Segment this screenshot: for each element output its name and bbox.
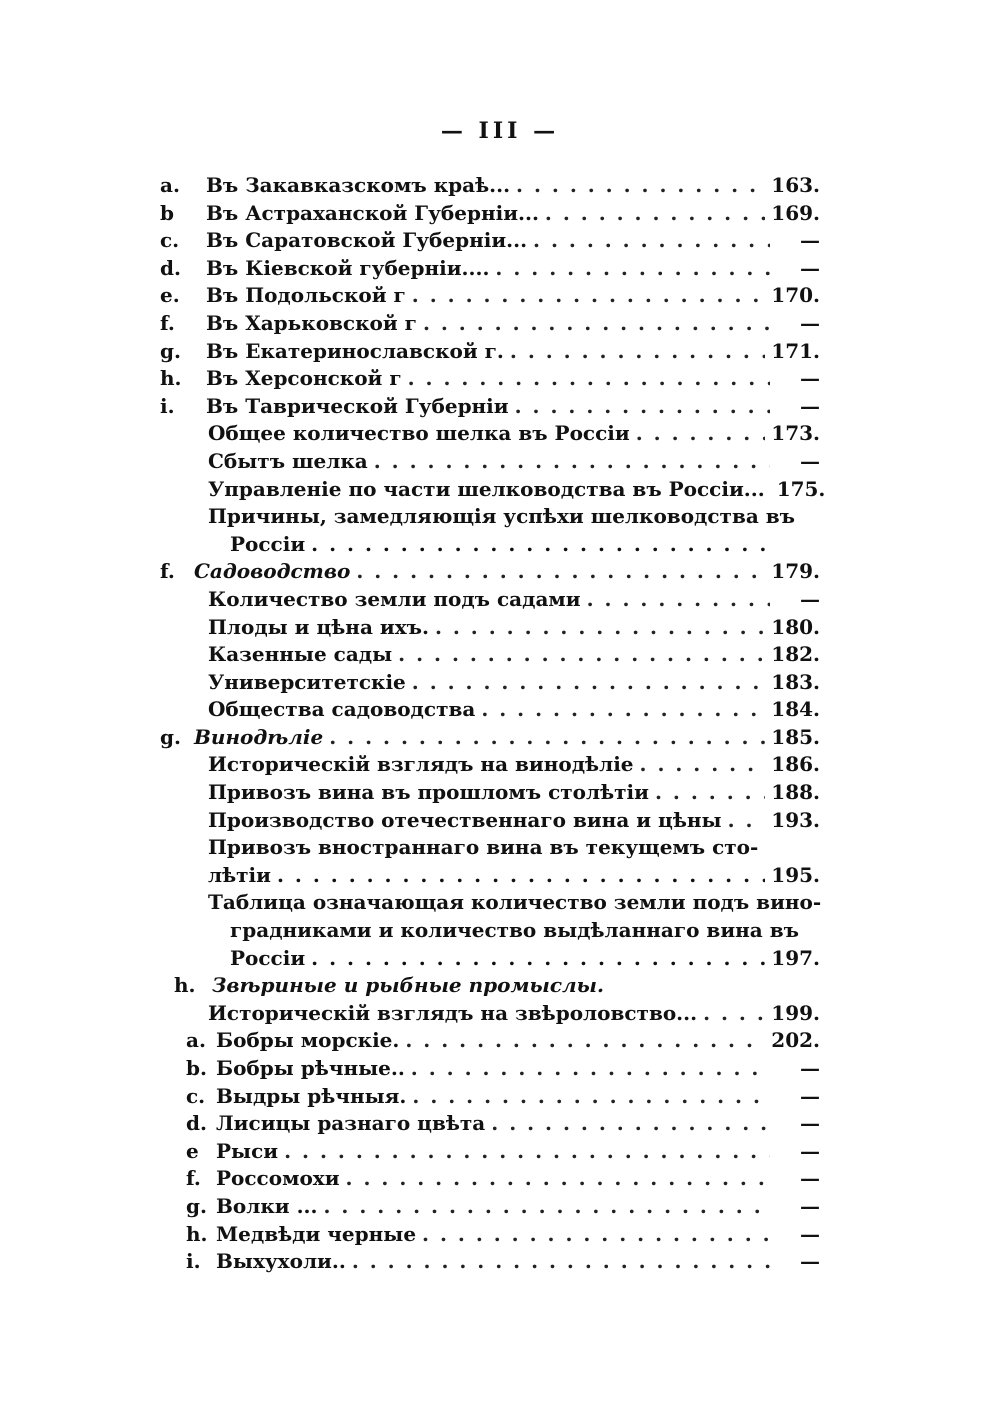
entry-page: 193. <box>771 807 820 832</box>
entry-title: Медвѣди черные <box>216 1221 417 1246</box>
entry-title: Волки ... <box>216 1193 318 1218</box>
dot-leader <box>481 696 765 724</box>
entry-page: 175. <box>776 476 826 501</box>
entry-title-line1: Причины, замедляющія успѣхи шелководства въ <box>208 504 796 529</box>
dot-leader <box>412 282 765 310</box>
entry-title: Лисицы разнаго цвѣта <box>216 1111 486 1136</box>
toc-section-heading[interactable] <box>160 972 820 1000</box>
dot-leader <box>515 393 770 421</box>
dot-leader <box>655 779 765 807</box>
dot-leader <box>435 614 765 642</box>
entry-page: — <box>800 586 820 611</box>
toc-entry[interactable] <box>160 448 820 476</box>
entry-marker: i. <box>186 1249 201 1274</box>
entry-title: Историческій взглядъ на звѣроловство... <box>208 1000 698 1025</box>
dot-leader <box>408 365 770 393</box>
dot-leader <box>323 1193 770 1221</box>
toc-entry[interactable] <box>160 1248 820 1276</box>
toc-entry[interactable] <box>160 200 820 228</box>
entry-title: Количество земли подъ садами <box>208 586 581 611</box>
dot-leader <box>412 1083 770 1111</box>
dot-leader <box>545 200 765 228</box>
toc-entry[interactable] <box>160 172 820 200</box>
entry-page: 163. <box>771 173 820 197</box>
dot-leader <box>516 172 765 200</box>
page-number-header: — III — <box>440 118 560 144</box>
entry-marker: f. <box>160 310 175 335</box>
entry-page: — <box>800 1249 820 1274</box>
entry-title: Въ Закавказскомъ краѣ... <box>206 173 511 197</box>
entry-title: Плоды и цѣна ихъ. <box>208 614 429 639</box>
entry-page: 171. <box>771 338 820 363</box>
entry-marker: a. <box>186 1028 206 1053</box>
toc-entry[interactable] <box>160 310 820 338</box>
table-of-contents <box>160 172 826 1276</box>
dot-leader <box>374 448 770 476</box>
entry-title: Управленіе по части шелководства въ Россіи... <box>208 476 765 501</box>
entry-page: 182. <box>771 642 820 667</box>
entry-page: 195. <box>771 862 820 887</box>
entry-marker: a. <box>160 173 180 197</box>
toc-entry[interactable] <box>160 1193 820 1221</box>
dot-leader <box>329 724 765 752</box>
entry-title: Въ Астраханской Губерніи... <box>206 200 539 225</box>
dot-leader <box>277 862 765 890</box>
dot-leader <box>412 669 766 697</box>
entry-marker: b. <box>186 1056 207 1080</box>
dot-leader <box>411 1055 770 1083</box>
toc-entry[interactable] <box>160 1027 820 1055</box>
entry-title: Общества садоводства <box>208 697 476 722</box>
toc-section-heading[interactable] <box>160 558 820 586</box>
entry-page: 199. <box>771 1000 820 1025</box>
entry-page: — <box>800 1111 820 1136</box>
entry-title: Въ Саратовской Губерніи... <box>206 228 528 253</box>
dot-leader <box>405 1027 765 1055</box>
entry-marker: d. <box>186 1111 207 1136</box>
dot-leader <box>703 1000 765 1028</box>
toc-entry[interactable] <box>160 255 820 283</box>
toc-entry[interactable] <box>160 641 820 669</box>
dot-leader <box>352 1248 770 1276</box>
dot-leader <box>356 558 765 586</box>
section-marker: h. <box>174 973 196 998</box>
toc-entry[interactable] <box>160 1000 820 1028</box>
entry-page: 170. <box>771 283 820 308</box>
entry-title-line1: Привозъ вностраннаго вина въ текущемъ сто- <box>208 835 759 860</box>
entry-title: Въ Подольской г <box>206 283 406 308</box>
entry-title: Выдры рѣчныя. <box>216 1083 407 1108</box>
entry-page: 173. <box>771 421 820 446</box>
toc-entry[interactable] <box>160 1110 820 1138</box>
toc-entry-multiline[interactable] <box>160 834 820 862</box>
toc-entry-continuation[interactable] <box>160 862 820 890</box>
toc-entry-continuation[interactable] <box>160 531 820 559</box>
entry-title: Производство отечественнаго вина и цѣны <box>208 807 722 832</box>
entry-page: — <box>800 1193 820 1218</box>
entry-page: 202. <box>771 1028 820 1053</box>
entry-page: — <box>800 1083 820 1108</box>
entry-title: Рыси <box>216 1138 279 1163</box>
entry-marker: f. <box>186 1166 201 1191</box>
dot-leader <box>311 945 765 973</box>
entry-title: Бобры рѣчные.. <box>216 1056 405 1080</box>
entry-marker: c. <box>160 228 180 253</box>
entry-page: — <box>800 228 820 253</box>
dot-leader <box>491 1110 770 1138</box>
entry-title: Въ Таврической Губерніи <box>206 393 509 418</box>
toc-entry[interactable] <box>160 420 820 448</box>
toc-entry[interactable] <box>160 227 820 255</box>
toc-entry[interactable] <box>160 1165 820 1193</box>
entry-title-line3: Россіи <box>230 945 306 970</box>
entry-marker: h. <box>160 366 182 391</box>
toc-entry[interactable] <box>160 1138 820 1166</box>
entry-page: 188. <box>771 780 820 805</box>
entry-page: — <box>800 255 820 280</box>
entry-title: Историческій взглядъ на винодѣліе <box>208 752 634 777</box>
entry-page: — <box>800 1221 820 1246</box>
toc-entry[interactable] <box>160 282 820 310</box>
dot-leader <box>728 807 766 835</box>
entry-title-line2: градниками и количество выдѣланнаго вина въ <box>230 918 799 943</box>
entry-marker: e. <box>160 283 180 308</box>
entry-page: 179. <box>771 559 820 584</box>
toc-entry[interactable] <box>160 1083 820 1111</box>
toc-section-heading[interactable] <box>160 724 820 752</box>
toc-entry[interactable] <box>160 751 820 779</box>
entry-title-line2: Россіи <box>230 531 306 556</box>
dot-leader <box>636 420 766 448</box>
dot-leader <box>640 751 766 779</box>
entry-title: Въ Херсонской г <box>206 366 402 391</box>
dot-leader <box>423 310 770 338</box>
entry-title: Сбытъ шелка <box>208 448 368 473</box>
toc-entry[interactable] <box>160 696 820 724</box>
toc-entry[interactable] <box>160 476 826 504</box>
entry-marker: d. <box>160 255 181 280</box>
dot-leader <box>533 227 770 255</box>
entry-page: 180. <box>771 614 820 639</box>
entry-marker: g. <box>186 1193 207 1218</box>
entry-marker: b <box>160 200 174 225</box>
entry-page: 184. <box>771 697 820 722</box>
dot-leader <box>311 531 770 559</box>
entry-title: Университетскіе <box>208 669 406 694</box>
dot-leader <box>510 338 765 366</box>
toc-entry[interactable] <box>160 1221 820 1249</box>
entry-title: Казенные сады <box>208 642 393 667</box>
toc-entry[interactable] <box>160 669 820 697</box>
dot-leader <box>398 641 765 669</box>
entry-marker: i. <box>160 393 175 418</box>
entry-page: — <box>800 1166 820 1191</box>
entry-page: 183. <box>771 669 820 694</box>
entry-title-line2: лѣтіи <box>208 862 271 887</box>
entry-title-line1: Таблица означающая количество земли подъ вино- <box>208 890 822 915</box>
entry-title: Бобры морскіе. <box>216 1028 400 1053</box>
dot-leader <box>284 1138 770 1166</box>
entry-marker: e <box>186 1138 199 1163</box>
entry-page: 169. <box>771 200 820 225</box>
dot-leader <box>422 1221 770 1249</box>
entry-page: — <box>800 1056 820 1080</box>
entry-page: 197. <box>771 945 820 970</box>
section-title: Садоводство <box>194 559 351 584</box>
entry-title: Въ Харьковской г <box>206 310 417 335</box>
entry-marker: g. <box>160 338 181 363</box>
section-title: Звѣриные и рыбные промыслы. <box>212 973 604 998</box>
dot-leader <box>346 1165 770 1193</box>
toc-entry-multiline[interactable] <box>160 503 820 531</box>
toc-entry-multiline[interactable] <box>160 889 820 917</box>
entry-page: — <box>800 1138 820 1163</box>
section-title: Винодѣліе <box>194 724 324 749</box>
entry-title: Общее количество шелка въ Россіи <box>208 421 630 446</box>
entry-page: — <box>800 310 820 335</box>
toc-entry[interactable] <box>160 779 820 807</box>
dot-leader <box>495 255 770 283</box>
section-marker: g. <box>160 724 181 749</box>
entry-title: Въ Кіевской губерніи.... <box>206 255 490 280</box>
entry-title: Въ Екатеринославской г. <box>206 338 504 363</box>
entry-page: — <box>800 448 820 473</box>
toc-entry[interactable] <box>160 614 820 642</box>
toc-entry[interactable] <box>160 1055 820 1083</box>
section-marker: f. <box>160 559 175 584</box>
entry-marker: h. <box>186 1221 208 1246</box>
entry-page: — <box>800 366 820 391</box>
entry-page: — <box>800 393 820 418</box>
toc-entry[interactable] <box>160 338 820 366</box>
entry-page: 185. <box>771 724 820 749</box>
entry-page: 186. <box>771 752 820 777</box>
entry-title: Выхухоли.. <box>216 1249 346 1274</box>
entry-title: Россомохи <box>216 1166 340 1191</box>
toc-entry[interactable] <box>160 393 820 421</box>
toc-entry[interactable] <box>160 586 820 614</box>
toc-entry-continuation[interactable] <box>160 917 820 945</box>
entry-title: Привозъ вина въ прошломъ столѣтіи <box>208 780 649 805</box>
toc-entry[interactable] <box>160 365 820 393</box>
toc-entry-continuation[interactable] <box>160 945 820 973</box>
entry-marker: c. <box>186 1083 206 1108</box>
dot-leader <box>587 586 770 614</box>
toc-entry[interactable] <box>160 807 820 835</box>
